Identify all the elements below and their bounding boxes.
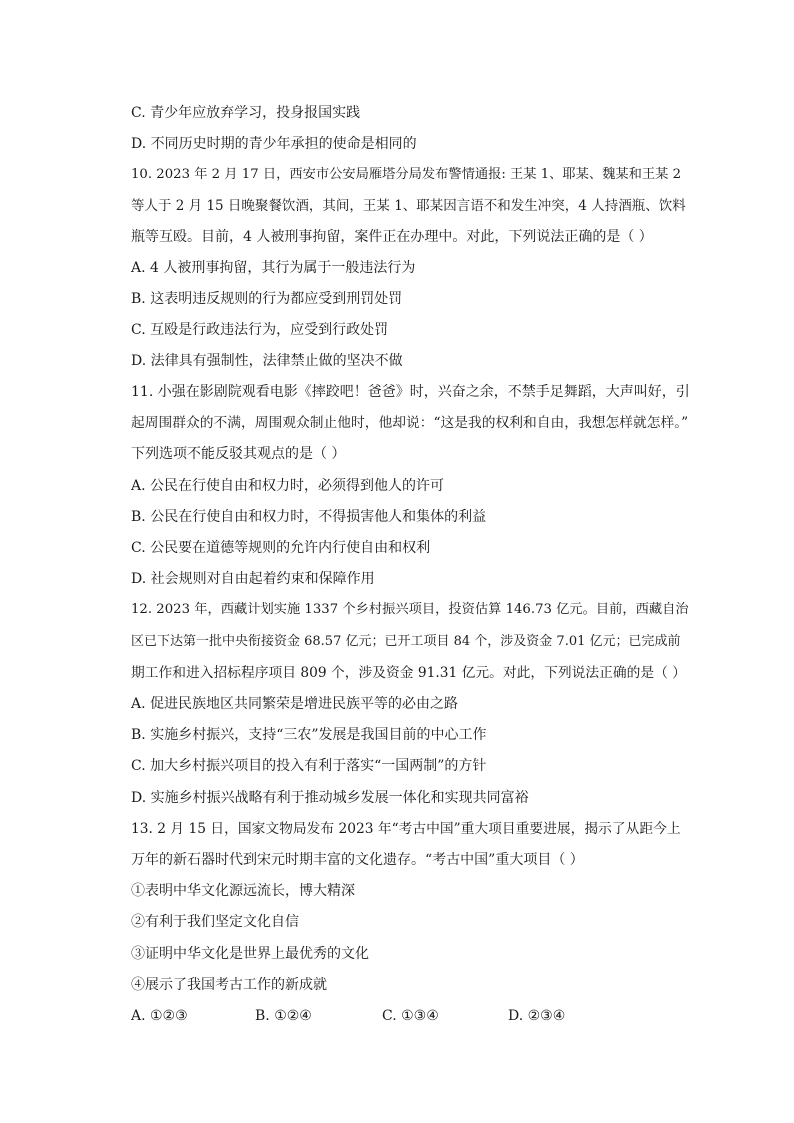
option-a-q12: A. 促进民族地区共同繁荣是增进民族平等的必由之路 (131, 696, 459, 712)
question-12-line-1: 12. 2023 年，西藏计划实施 1337 个乡村振兴项目，投资估算 146.73 亿元。目前，西藏自治 (131, 602, 689, 617)
question-10-line-1: 10. 2023 年 2 月 17 日，西安市公安局雁塔分局发布警情通报: 王某 1、耶某、魏某和王某 2 (131, 167, 682, 182)
option-a-q11: A. 公民在行使自由和权力时，必须得到他人的许可 (131, 478, 445, 494)
option-b-q11: B. 公民在行使自由和权力时，不得损害他人和集体的利益 (131, 509, 487, 525)
answer-option-a: A. ①②③ (131, 1008, 188, 1024)
question-12-line-3: 期工作和进入招标程序项目 809 个，涉及资金 91.31 亿元。对此，下列说法正确的是（ ） (131, 665, 686, 681)
statement-4: ④展示了我国考古工作的新成就 (131, 977, 327, 993)
question-11-line-1: 11. 小强在影剧院观看电影《摔跤吧！爸爸》时，兴奋之余，不禁手足舞蹈，大声叫好，引 (131, 384, 690, 400)
option-b-q10: B. 这表明违反规则的行为都应受到刑罚处罚 (131, 291, 403, 307)
question-10-line-3: 瓶等互殴。目前，4 人被刑事拘留，案件正在办理中。对此，下列说法正确的是（ ） (131, 229, 653, 245)
option-b-q12: B. 实施乡村振兴，支持“三农”发展是我国目前的中心工作 (131, 727, 487, 743)
option-a-q10: A. 4 人被刑事拘留，其行为属于一般违法行为 (131, 260, 416, 276)
option-d-q10: D. 法律具有强制性，法律禁止做的坚决不做 (131, 353, 403, 369)
option-d-q11: D. 社会规则对自由起着约束和保障作用 (131, 571, 375, 587)
question-12-line-2: 区已下达第一批中央衔接资金 68.57 亿元；已开工项目 84 个，涉及资金 7.01 亿元；已完成前 (131, 634, 681, 649)
statement-1: ①表明中华文化源远流长，博大精深 (131, 883, 355, 899)
option-c-q11: C. 公民要在道德等规则的允许内行使自由和权利 (131, 540, 431, 556)
statement-2: ②有利于我们坚定文化自信 (131, 914, 299, 930)
option-d-q12: D. 实施乡村振兴战略有利于推动城乡发展一体化和实现共同富裕 (131, 790, 529, 806)
question-10-line-2: 等人于 2 月 15 日晚聚餐饮酒，其间，王某 1、耶某因言语不和发生冲突，4 人持酒瓶、饮料 (131, 198, 686, 214)
option-c-q10: C. 互殴是行政违法行为，应受到行政处罚 (131, 322, 389, 338)
question-11-line-3: 下列选项不能反驳其观点的是（ ） (131, 446, 346, 462)
question-13-line-1: 13. 2 月 15 日，国家文物局发布 2023 年“考古中国”重大项目重要进展，揭示了从距今上 (131, 821, 681, 837)
statement-3: ③证明中华文化是世界上最优秀的文化 (131, 946, 369, 962)
answer-options-q13 (131, 1006, 691, 1028)
answer-option-c: C. ①③④ (382, 1008, 439, 1024)
question-11-line-2: 起周围群众的不满，周围观众制止他时，他却说：“这是我的权利和自由，我想怎样就怎样。” (131, 415, 689, 431)
answer-option-d: D. ②③④ (508, 1008, 566, 1024)
option-c-q12: C. 加大乡村振兴项目的投入有利于落实“一国两制”的方针 (131, 758, 487, 774)
question-13-line-2: 万年的新石器时代到宋元时期丰富的文化遗存。“考古中国”重大项目（ ） (131, 852, 584, 868)
answer-option-b: B. ①②④ (255, 1008, 312, 1024)
option-c-q9: C. 青少年应放弃学习，投身报国实践 (131, 105, 361, 121)
option-d-q9: D. 不同历史时期的青少年承担的使命是相同的 (131, 136, 417, 152)
